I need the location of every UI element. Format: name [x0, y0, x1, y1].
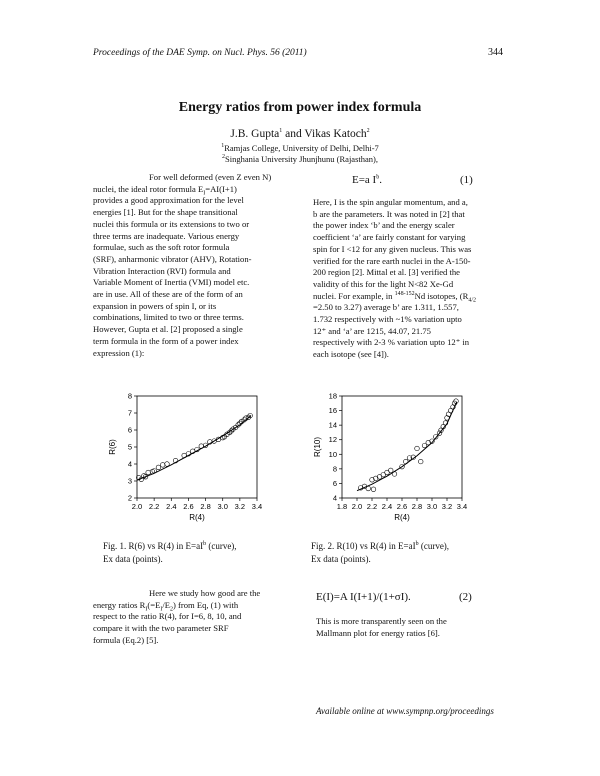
text-sub: 2	[169, 606, 173, 613]
text-line: energies [1]. But for the shape transitional	[93, 207, 238, 218]
x-tick-label: 2.4	[381, 502, 393, 511]
text-line: For well deformed (even Z even N)	[149, 172, 272, 182]
text-line: combinations, limited to two or three terms.	[93, 312, 244, 323]
x-tick-label: 2.0	[131, 502, 143, 511]
text-span: energy ratios R	[93, 599, 146, 610]
x-tick-label: 3.0	[217, 502, 228, 511]
x-tick-label: 2.2	[148, 502, 160, 511]
author-2-mark: 2	[366, 128, 370, 135]
data-point	[415, 446, 420, 451]
right-column-text	[313, 197, 506, 361]
text-line: spin for I <12 for any given nucleus. This was	[313, 243, 472, 254]
y-tick-label: 8	[332, 464, 337, 474]
y-axis-label: R(6)	[108, 439, 117, 455]
footer-url: Available online at www.sympnp.org/proceedings	[316, 706, 494, 716]
cap-sup: b	[415, 541, 419, 547]
y-tick-label: 6	[127, 425, 132, 435]
eq1-lhs: E=a I	[352, 174, 377, 186]
y-tick-label: 2	[127, 493, 132, 503]
x-tick-label: 3.4	[251, 502, 263, 511]
text-line: coefficient ‘a’ are fairly constant for varying	[313, 232, 466, 243]
x-tick-label: 3.2	[441, 502, 453, 511]
y-tick-label: 3	[127, 476, 132, 486]
text-line: respectively with 2-3 % variation upto 12⁺ in	[313, 337, 470, 348]
text-line: b are the parameters. It was noted in [2] that	[313, 208, 465, 219]
equation-2-number: (2)	[459, 591, 472, 603]
text-sub: 4/2	[468, 297, 477, 304]
authors	[0, 128, 600, 140]
text-sub: I	[203, 190, 206, 197]
y-tick-label: 8	[127, 391, 132, 401]
text-span: =AI(I+1)	[205, 183, 237, 194]
data-point	[366, 486, 371, 491]
x-tick-label: 3.0	[426, 502, 438, 511]
x-tick-label: 1.8	[336, 502, 348, 511]
text-line: Variable Moment of Inertia (VMI) model etc.	[93, 277, 250, 288]
x-tick-label: 2.6	[396, 502, 408, 511]
x-tick-label: 2.6	[183, 502, 194, 511]
text-line: the power index ‘b’ and the energy scaler	[313, 220, 455, 231]
text-line: expression (1):	[93, 347, 145, 358]
text-line: 1.732 respectively with ~1% variation upto	[313, 314, 462, 325]
text-line: 12⁺ and ‘a’ are 1215, 44.07, 21.75	[313, 325, 431, 336]
data-point	[160, 463, 165, 468]
equation-2: E(I)=A I(I+1)/(1+σI).	[316, 591, 411, 603]
author-2: and Vikas Katoch	[282, 128, 367, 140]
caption-line	[103, 540, 237, 553]
text-sub: I	[160, 606, 163, 613]
text-line: verified for the rare earth nuclei in the A-150-	[313, 255, 471, 266]
text-line: provides a good approximation for the level	[93, 195, 244, 206]
x-axis-label: R(4)	[394, 513, 410, 522]
caption-line: Ex data (points).	[103, 553, 163, 564]
text-line: 200 region [2]. Mittal et al. [3] verified the	[313, 267, 461, 278]
text-line	[313, 291, 506, 303]
cap-span: Fig. 2. R(10) vs R(4) in E=aI	[311, 541, 416, 551]
equation-1	[352, 174, 382, 186]
text-line: However, Gupta et al. [2] proposed a single	[93, 324, 243, 335]
data-point	[156, 465, 161, 470]
text-line	[93, 600, 290, 612]
text-sup: 148-152	[394, 290, 415, 297]
text-line: term formula in the form of a power index	[93, 335, 239, 346]
cap-span: Fig. 1. R(6) vs R(4) in E=aI	[103, 541, 204, 551]
text-line	[93, 184, 290, 196]
cap-span: (curve),	[418, 541, 450, 551]
x-tick-label: 2.0	[351, 502, 363, 511]
author-1-mark: 1	[279, 128, 283, 135]
bottom-left-text	[93, 588, 290, 647]
figure-2-chart	[300, 388, 485, 528]
y-tick-label: 4	[332, 493, 337, 503]
text-span: nuclei, the ideal rotor formula E	[93, 183, 204, 194]
cap-sup: b	[203, 541, 207, 547]
data-point	[146, 470, 151, 475]
x-axis-label: R(4)	[189, 513, 205, 522]
aff-2-mark: 2	[222, 154, 225, 161]
data-point	[403, 459, 408, 464]
aff-1-text: Ramjas College, University of Delhi, Delhi-7	[224, 143, 379, 153]
cap-span: (curve),	[206, 541, 237, 551]
data-point	[199, 444, 204, 449]
text-line: validity of this for the light N<82 Xe-Gd	[313, 278, 454, 289]
text-line: each isotope (see [4]).	[313, 349, 389, 360]
y-tick-label: 7	[127, 408, 132, 418]
text-line: nuclei this formula or its extensions to two or	[93, 218, 250, 229]
data-point	[418, 459, 423, 464]
text-line: Mallmann plot for energy ratios [6].	[316, 627, 440, 638]
eq1-sup: b	[376, 174, 380, 181]
text-line: Vibration Interaction (RVI) formula and	[93, 265, 231, 276]
left-column-text	[93, 172, 290, 359]
plot-frame	[342, 396, 462, 498]
figure-1-caption	[103, 540, 237, 565]
text-line: formula (Eq.2) [5].	[93, 634, 159, 645]
eq1-end: .	[379, 174, 382, 186]
text-line: Here, I is the spin angular momentum, and a,	[313, 197, 468, 207]
text-line: formulae, such as the soft rotor formula	[93, 242, 230, 253]
data-point	[182, 453, 187, 458]
bottom-right-text	[316, 616, 506, 639]
text-span: nuclei. For example, in	[313, 290, 395, 301]
y-tick-label: 10	[328, 449, 337, 459]
text-span: (=E	[147, 599, 161, 610]
text-line: =2.50 to 3.27) average b’ are 1.311, 1.557,	[313, 302, 459, 313]
affiliation-1	[0, 143, 600, 153]
text-line: Here we study how good are the	[149, 588, 261, 598]
paper-title: Energy ratios from power index formula	[178, 100, 422, 115]
x-tick-label: 3.2	[234, 502, 246, 511]
caption-line	[311, 540, 449, 553]
caption-line: Ex data (points).	[311, 553, 371, 564]
x-tick-label: 2.8	[200, 502, 211, 511]
author-1: J.B. Gupta	[230, 128, 280, 140]
data-point	[392, 472, 397, 477]
text-line: (SRF), anharmonic vibrator (AHV), Rotation-	[93, 253, 252, 264]
y-tick-label: 14	[328, 420, 337, 430]
x-tick-label: 3.4	[456, 502, 468, 511]
journal-header: Proceedings of the DAE Symp. on Nucl. Phys. 56 (2011)	[93, 48, 307, 58]
x-tick-label: 2.8	[411, 502, 423, 511]
text-line: are in use. All of these are of the form of an	[93, 289, 243, 300]
text-line: three terms are inadequate. Various energy	[93, 230, 240, 241]
text-span: Nd isotopes, (R	[414, 290, 469, 301]
y-tick-label: 16	[328, 406, 337, 416]
text-line: respect to the ratio R(4), for I=6, 8, 10, and	[93, 611, 242, 622]
text-span: /E	[162, 599, 170, 610]
data-point	[152, 469, 157, 474]
y-tick-label: 18	[328, 391, 337, 401]
affiliation-2	[0, 154, 600, 164]
text-span: ) from Eq, (1) with	[172, 599, 239, 610]
text-sub: I	[145, 606, 148, 613]
page-number: 344	[488, 47, 503, 58]
y-tick-label: 12	[328, 435, 337, 445]
data-point	[388, 468, 393, 473]
text-line: This is more transparently seen on the	[316, 616, 447, 626]
equation-1-number: (1)	[460, 174, 473, 186]
figure-2-caption	[311, 540, 449, 565]
y-tick-label: 4	[127, 459, 132, 469]
text-line: compare it with the two parameter SRF	[93, 623, 229, 634]
y-tick-label: 5	[127, 442, 132, 452]
y-axis-label: R(10)	[313, 436, 322, 458]
x-tick-label: 2.4	[166, 502, 177, 511]
data-point	[371, 487, 376, 492]
x-tick-label: 2.2	[366, 502, 378, 511]
aff-2-text: Singhania University Jhunjhunu (Rajasthan),	[225, 154, 378, 164]
data-point	[165, 462, 170, 467]
text-line: expansion in powers of spin I, or its	[93, 300, 217, 311]
y-tick-label: 6	[332, 478, 337, 488]
figure-1-chart	[95, 388, 280, 528]
aff-1-mark: 1	[221, 143, 225, 150]
